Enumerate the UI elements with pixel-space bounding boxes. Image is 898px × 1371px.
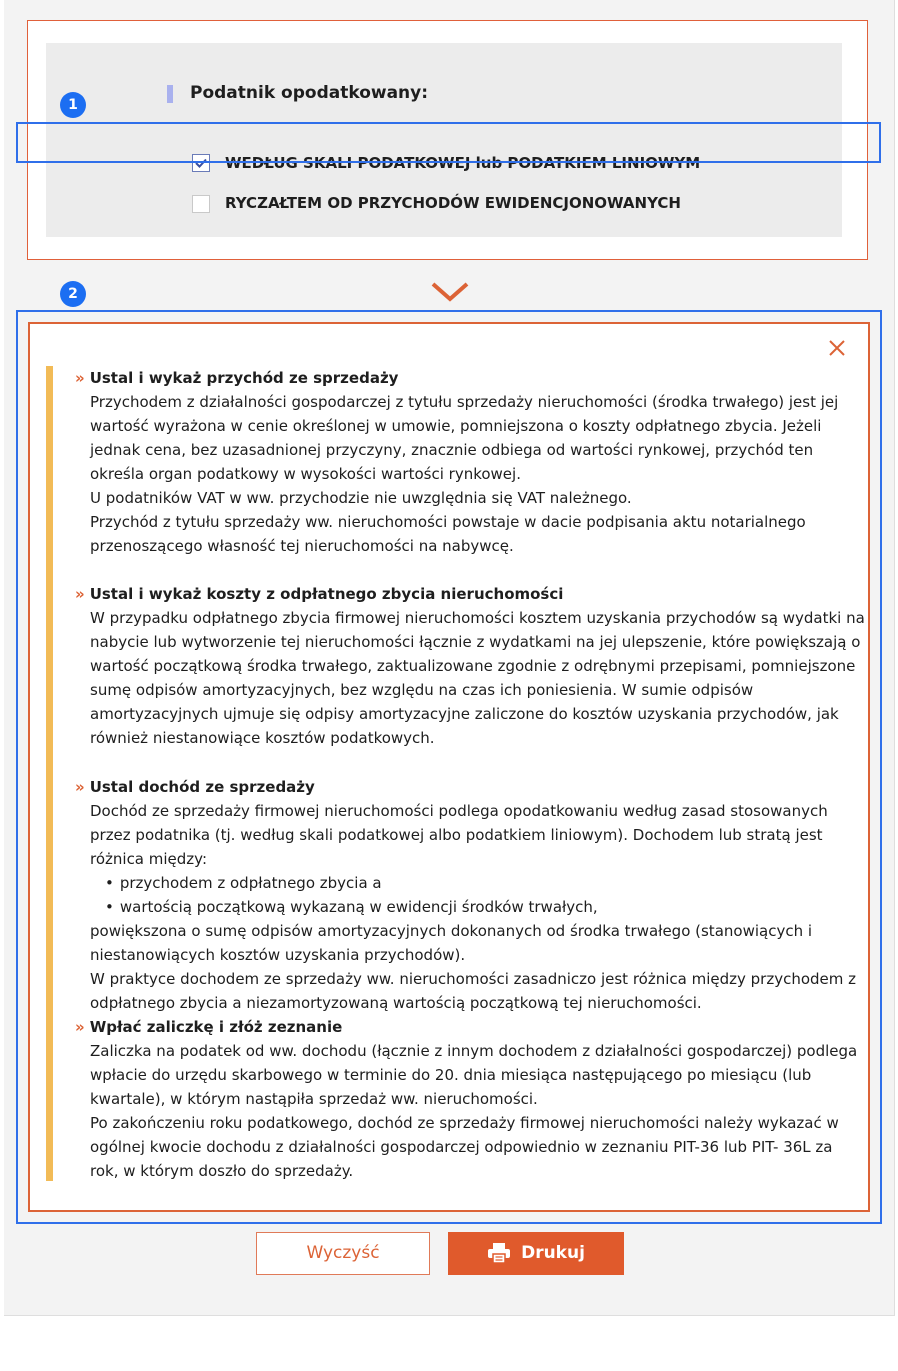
label-bar (167, 85, 173, 103)
section-title: » Wpłać zaliczkę i złóż zeznanie (75, 1018, 343, 1036)
clear-button[interactable]: Wyczyść (256, 1232, 430, 1275)
badge-2: 2 (60, 281, 86, 307)
section-paragraph: U podatników VAT w ww. przychodzie nie uwzględnia się VAT należnego. (90, 489, 632, 507)
section-costs (75, 582, 865, 750)
section-paragraph: powiększona o sumę odpisów amortyzacyjnych dokonanych od środka trwałego (stanowiących i niestanowiących kosztów uzyskania przychodów). (90, 922, 813, 964)
section-title: » Ustal i wykaż koszty z odpłatnego zbycia nieruchomości (75, 585, 564, 603)
highlight-box-1 (16, 122, 881, 163)
bullet-list (75, 871, 865, 919)
section-paragraph: Dochód ze sprzedaży firmowej nieruchomości podlega opodatkowaniu według zasad stosowanych przez podatnika (tj. według skali podatkowej albo podatkiem liniowym). Dochodem lub stratą jest różnica między: (90, 802, 828, 868)
taxpayer-label: Podatnik opodatkowany: (190, 83, 429, 103)
badge-1: 1 (60, 92, 86, 118)
section-payment (75, 1015, 865, 1183)
section-revenue (75, 366, 865, 558)
print-button-label: Drukuj (521, 1243, 585, 1263)
section-paragraph: W przypadku odpłatnego zbycia firmowej nieruchomości kosztem uzyskania przychodów są wydatki na nabycie lub wytworzenie tej nieruchomości łącznie z wydatkami na jej ulepszenie, które powiększają o wartość początkową środka trwałego, zaktualizowane zgodnie z odrębnymi przepisami, pomniejszone sumę odpisów amortyzacyjnych, bez względu na czas ich poniesienia. W sumie odpisów amortyzacyjnych ujmuje się odpisy amortyzacyjne zaliczone do kosztów uzyskania przychodów, jak również niestanowiące kosztów podatkowych. (90, 609, 865, 747)
option-lump-sum-label[interactable]: RYCZAŁTEM OD PRZYCHODÓW EWIDENCJONOWANYCH (225, 194, 681, 212)
option-scale-linear-label[interactable]: WEDŁUG SKALI PODATKOWEJ lub PODATKIEM LINIOWYM (225, 154, 701, 172)
section-paragraph: Po zakończeniu roku podatkowego, dochód ze sprzedaży firmowej nieruchomości należy wykazać w ogólnej kwocie dochodu z działalności gospodarczej odpowiednio w zeznaniu PIT-36 lub PIT- 36L za rok, w którym doszło do sprzedaży. (90, 1114, 839, 1180)
section-paragraph: Zaliczka na podatek od ww. dochodu (łącznie z innym dochodem z działalności gospodarczej) podlega wpłacie do urzędu skarbowego w terminie do 20. dnia miesiąca następującego po miesiącu (lub kwartale), w którym nastąpiła sprzedaż ww. nieruchomości. (90, 1042, 858, 1108)
checkbox-lump-sum[interactable] (192, 195, 210, 213)
section-paragraph: Przychód z tytułu sprzedaży ww. nieruchomości powstaje w dacie podpisania aktu notarialnego przenoszącego własność tej nieruchomości na nabywcę. (90, 513, 806, 555)
chevron-down-icon (430, 280, 470, 304)
printer-icon (487, 1242, 511, 1264)
accent-bar (46, 366, 53, 1181)
close-icon[interactable] (828, 339, 846, 357)
section-title: » Ustal i wykaż przychód ze sprzedaży (75, 369, 399, 387)
section-paragraph: Przychodem z działalności gospodarczej z tytułu sprzedaży nieruchomości (środka trwałego) jest jej wartość wyrażona w cenie określonej w umowie, pomniejszona o koszty odpłatnego zbycia. Jeżeli jednak cena, bez uzasadnionej przyczyny, znacznie odbiega od wartości rynkowej, przychód ten określa organ podatkowy w wysokości wartości rynkowej. (90, 393, 839, 483)
section-title: » Ustal dochód ze sprzedaży (75, 778, 315, 796)
section-income (75, 775, 865, 1015)
section-paragraph: W praktyce dochodem ze sprzedaży ww. nieruchomości zasadniczo jest różnica między przychodem z odpłatnego zbycia a niezamortyzowaną wartością początkową tej nieruchomości. (90, 970, 857, 1012)
list-item: • przychodem z odpłatnego zbycia a (105, 871, 865, 895)
list-item: • wartością początkową wykazaną w ewidencji środków trwałych, (105, 895, 865, 919)
print-button[interactable] (448, 1232, 624, 1275)
